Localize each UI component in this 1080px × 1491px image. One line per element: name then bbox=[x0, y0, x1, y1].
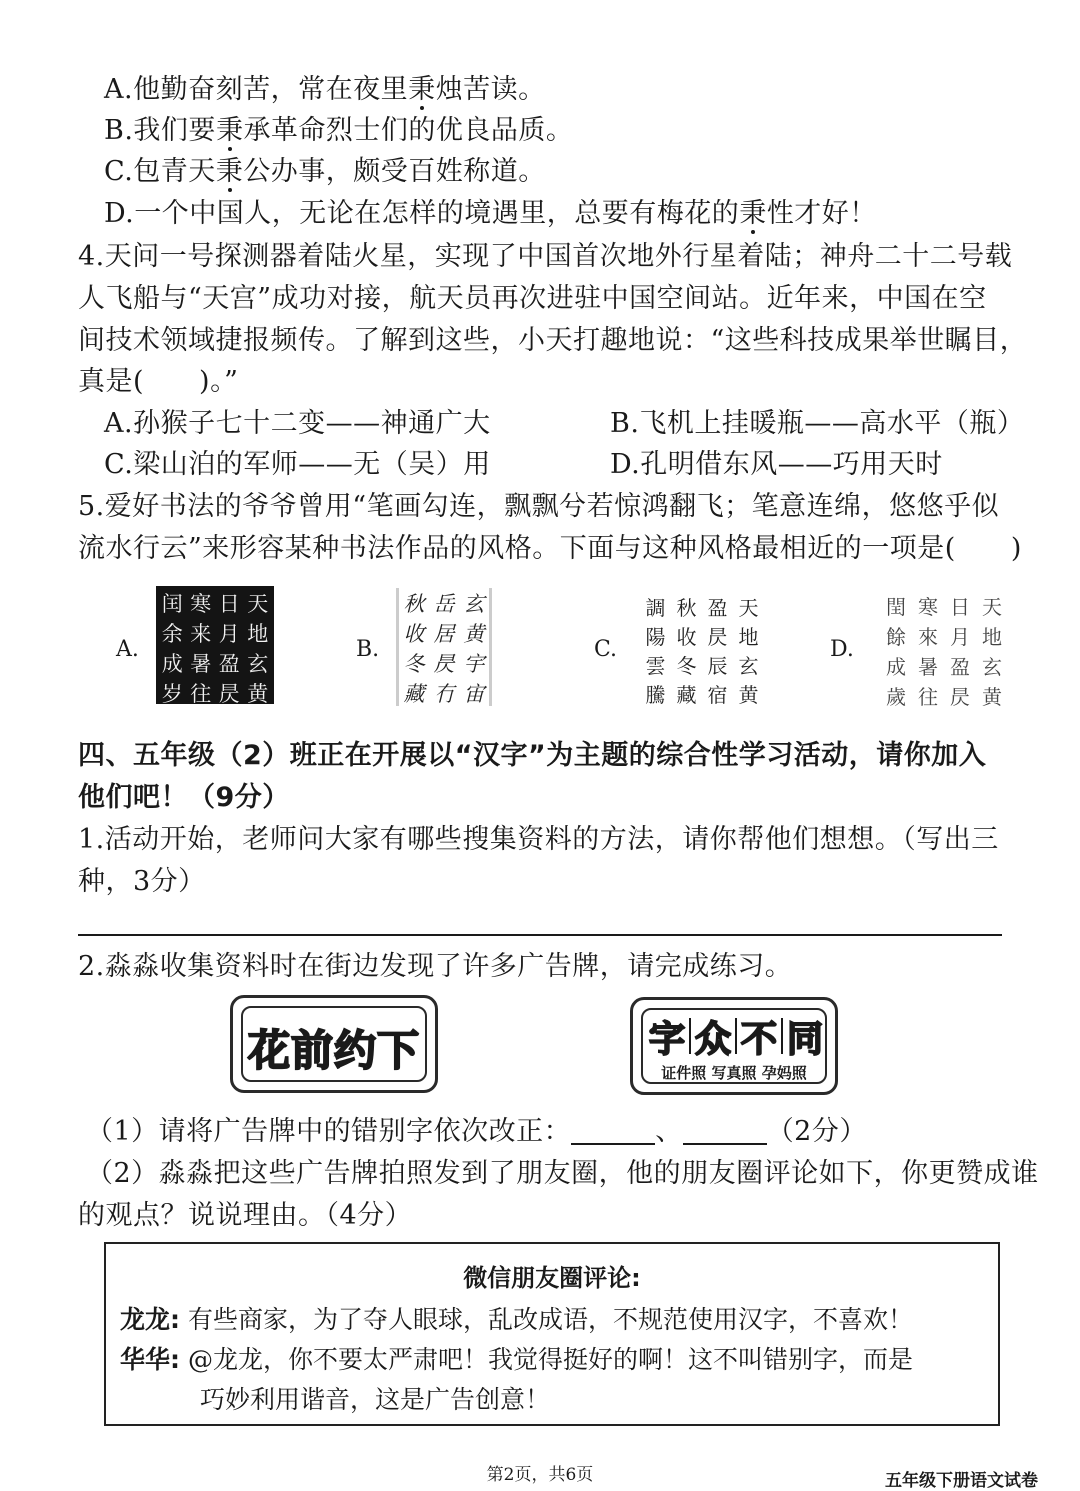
calligraphy-char: 寒 bbox=[918, 594, 938, 619]
calligraphy-char: 藏 bbox=[676, 683, 697, 707]
calligraphy-char: 陽 bbox=[645, 625, 666, 649]
calligraphy-char: 天 bbox=[738, 596, 759, 620]
q4-line1: 4.天问一号探测器着陆火星，实现了中国首次地外行星着陆；神舟二十二号载 bbox=[78, 241, 1013, 272]
q4-line2: 人飞船与“天宫”成功对接，航天员再次进驻中国空间站。近年来，中国在空 bbox=[78, 283, 987, 314]
calligraphy-char: 地 bbox=[247, 622, 269, 646]
q2-sub1: （1）请将广告牌中的错别字依次改正： 、 （2分） bbox=[86, 1116, 867, 1147]
billboard-1-text: 花前约下 bbox=[247, 1026, 420, 1075]
comment-text: @龙龙，你不要太严肃吧！我觉得挺好的啊！这不叫错别字，而是 bbox=[187, 1345, 913, 1374]
calligraphy-char: 騰 bbox=[645, 683, 666, 707]
calligraphy-char: 成 bbox=[161, 652, 183, 676]
q5-line1: 5.爱好书法的爷爷曾用“笔画勾连，飘飘兮若惊鸿翻飞；笔意连绵，悠悠乎似 bbox=[78, 491, 1000, 522]
calligraphy-image-a bbox=[156, 586, 274, 704]
calligraphy-char: 歲 bbox=[886, 684, 906, 709]
q4-option-d: D.孔明借东风——巧用天时 bbox=[610, 449, 943, 480]
calligraphy-char: 往 bbox=[918, 684, 938, 709]
emphasis-char: 秉 bbox=[739, 198, 767, 229]
calligraphy-char: 暑 bbox=[918, 654, 938, 679]
calligraphy-char: 收 bbox=[403, 622, 425, 646]
calligraphy-char: 盈 bbox=[218, 652, 240, 676]
emphasis-char: 秉 bbox=[215, 115, 244, 146]
answer-blank-1[interactable] bbox=[571, 1121, 655, 1145]
calligraphy-image-b bbox=[396, 588, 492, 706]
answer-blank-2[interactable] bbox=[683, 1121, 767, 1145]
calligraphy-char: 天 bbox=[982, 594, 1002, 619]
billboard-2 bbox=[630, 997, 838, 1095]
calligraphy-char: 餘 bbox=[886, 624, 906, 649]
calligraphy-char: 余 bbox=[161, 622, 183, 646]
calligraphy-char: 成 bbox=[886, 654, 906, 679]
calligraphy-char: 調 bbox=[645, 596, 666, 620]
calligraphy-char: 日 bbox=[950, 594, 970, 619]
billboard-char: 不 bbox=[740, 1018, 777, 1060]
section-heading: 四、五年级（2）班正在开展以“汉字”为主题的综合性学习活动，请你加入 bbox=[78, 740, 987, 771]
calligraphy-char: 冇 bbox=[433, 682, 455, 706]
paper-title: 五年级下册语文试卷 bbox=[885, 1471, 1038, 1491]
wechat-comment-box bbox=[104, 1242, 1000, 1426]
calligraphy-char: 黄 bbox=[247, 682, 269, 706]
billboard-char: 同 bbox=[786, 1018, 823, 1060]
q1-line1: 1.活动开始，老师问大家有哪些搜集资料的方法，请你帮他们想想。（写出三 bbox=[78, 824, 999, 855]
calligraphy-char: 寒 bbox=[190, 592, 212, 616]
calligraphy-char: 秋 bbox=[676, 596, 697, 620]
q3-option-d: D.一个中国人，无论在怎样的境遇里，总要有梅花的秉性才好！ bbox=[104, 198, 877, 229]
billboard-char: 众 bbox=[694, 1018, 731, 1060]
calligraphy-image-c bbox=[640, 592, 764, 708]
calligraphy-char: 玄 bbox=[738, 654, 759, 678]
commenter-name: 华华: bbox=[120, 1345, 180, 1374]
billboard-char: 字 bbox=[648, 1018, 685, 1060]
calligraphy-char: 暑 bbox=[190, 652, 212, 676]
calligraphy-char: 地 bbox=[738, 625, 759, 649]
calligraphy-char: 閏 bbox=[886, 594, 906, 619]
calligraphy-char: 昃 bbox=[433, 652, 455, 676]
q4-option-b: B.飞机上挂暖瓶——高水平（瓶） bbox=[610, 408, 1025, 439]
comment-text: 有些商家，为了夺人眼球，乱改成语，不规范使用汉字，不喜欢！ bbox=[187, 1305, 913, 1334]
q1-line2: 种，3分） bbox=[78, 866, 206, 897]
q4-option-c: C.梁山泊的军师——无（吴）用 bbox=[104, 449, 491, 480]
q4-option-a: A.孙猴子七十二变——神通广大 bbox=[104, 408, 491, 439]
comment-huahua-cont: 巧妙利用谐音，这是广告创意！ bbox=[200, 1385, 551, 1414]
calligraphy-char: 收 bbox=[676, 625, 697, 649]
calligraphy-label-c: C. bbox=[594, 637, 618, 662]
billboard-1 bbox=[230, 995, 438, 1093]
calligraphy-char: 宙 bbox=[463, 682, 485, 706]
calligraphy-char: 月 bbox=[950, 624, 970, 649]
calligraphy-char: 天 bbox=[247, 592, 269, 616]
calligraphy-char: 岳 bbox=[433, 592, 455, 616]
calligraphy-char: 冬 bbox=[676, 654, 697, 678]
calligraphy-char: 往 bbox=[190, 682, 212, 706]
q5-line2: 流水行云”来形容某种书法作品的风格。下面与这种风格最相近的一项是( ) bbox=[78, 533, 1022, 564]
q2-sub2-line1: （2）淼淼把这些广告牌拍照发到了朋友圈，他的朋友圈评论如下，你更赞成谁 bbox=[86, 1158, 1039, 1189]
calligraphy-char: 黄 bbox=[982, 684, 1002, 709]
calligraphy-char: 盈 bbox=[707, 596, 728, 620]
calligraphy-char: 黄 bbox=[463, 622, 485, 646]
page-number: 第2页，共6页 bbox=[486, 1465, 594, 1485]
calligraphy-char: 宿 bbox=[707, 683, 728, 707]
calligraphy-char: 玄 bbox=[463, 592, 485, 616]
q3-option-b: B.我们要秉承革命烈士们的优良品质。 bbox=[104, 115, 574, 146]
billboard-2-text bbox=[647, 1014, 825, 1058]
calligraphy-char: 地 bbox=[982, 624, 1002, 649]
calligraphy-char: 辰 bbox=[707, 654, 728, 678]
calligraphy-char: 宇 bbox=[463, 652, 485, 676]
calligraphy-char: 雲 bbox=[645, 654, 666, 678]
calligraphy-label-b: B. bbox=[356, 637, 380, 662]
calligraphy-char: 居 bbox=[433, 622, 455, 646]
commenter-name: 龙龙: bbox=[120, 1305, 180, 1334]
section-heading-cont: 他们吧！（9分） bbox=[78, 782, 290, 813]
comment-huahua bbox=[120, 1340, 913, 1376]
answer-line[interactable] bbox=[78, 934, 1002, 936]
calligraphy-char: 藏 bbox=[403, 682, 425, 706]
calligraphy-char: 来 bbox=[190, 622, 212, 646]
calligraphy-label-d: D. bbox=[830, 637, 854, 662]
calligraphy-char: 昃 bbox=[707, 625, 728, 649]
q3-option-a: A.他勤奋刻苦，常在夜里秉烛苦读。 bbox=[104, 74, 546, 105]
q2-line1: 2.淼淼收集资料时在街边发现了许多广告牌，请完成练习。 bbox=[78, 951, 793, 982]
calligraphy-char: 冬 bbox=[403, 652, 425, 676]
calligraphy-label-a: A. bbox=[116, 637, 139, 662]
calligraphy-char: 昃 bbox=[218, 682, 240, 706]
q2-sub2-line2: 的观点？说说理由。（4分） bbox=[78, 1200, 413, 1231]
q3-option-c: C.包青天秉公办事，颇受百姓称道。 bbox=[104, 156, 546, 187]
calligraphy-char: 來 bbox=[918, 624, 938, 649]
emphasis-char: 秉 bbox=[215, 156, 244, 187]
emphasis-char: 秉 bbox=[408, 74, 436, 105]
calligraphy-char: 玄 bbox=[982, 654, 1002, 679]
calligraphy-char: 昃 bbox=[950, 684, 970, 709]
calligraphy-char: 日 bbox=[218, 592, 240, 616]
calligraphy-char: 月 bbox=[218, 622, 240, 646]
comment-box-title: 微信朋友圈评论: bbox=[463, 1264, 641, 1292]
calligraphy-char: 秋 bbox=[403, 592, 425, 616]
calligraphy-char: 玄 bbox=[247, 652, 269, 676]
calligraphy-char: 岁 bbox=[161, 682, 183, 706]
calligraphy-char: 闰 bbox=[161, 592, 183, 616]
calligraphy-char: 黄 bbox=[738, 683, 759, 707]
comment-longlong bbox=[120, 1300, 913, 1336]
q4-line3: 间技术领域捷报频传。了解到这些，小天打趣地说：“这些科技成果举世瞩目， bbox=[78, 325, 1028, 356]
calligraphy-image-d bbox=[880, 590, 1008, 710]
q4-line4: 真是( )。” bbox=[78, 366, 239, 397]
calligraphy-char: 盈 bbox=[950, 654, 970, 679]
billboard-2-subtext: 证件照 写真照 孕妈照 bbox=[661, 1064, 807, 1082]
